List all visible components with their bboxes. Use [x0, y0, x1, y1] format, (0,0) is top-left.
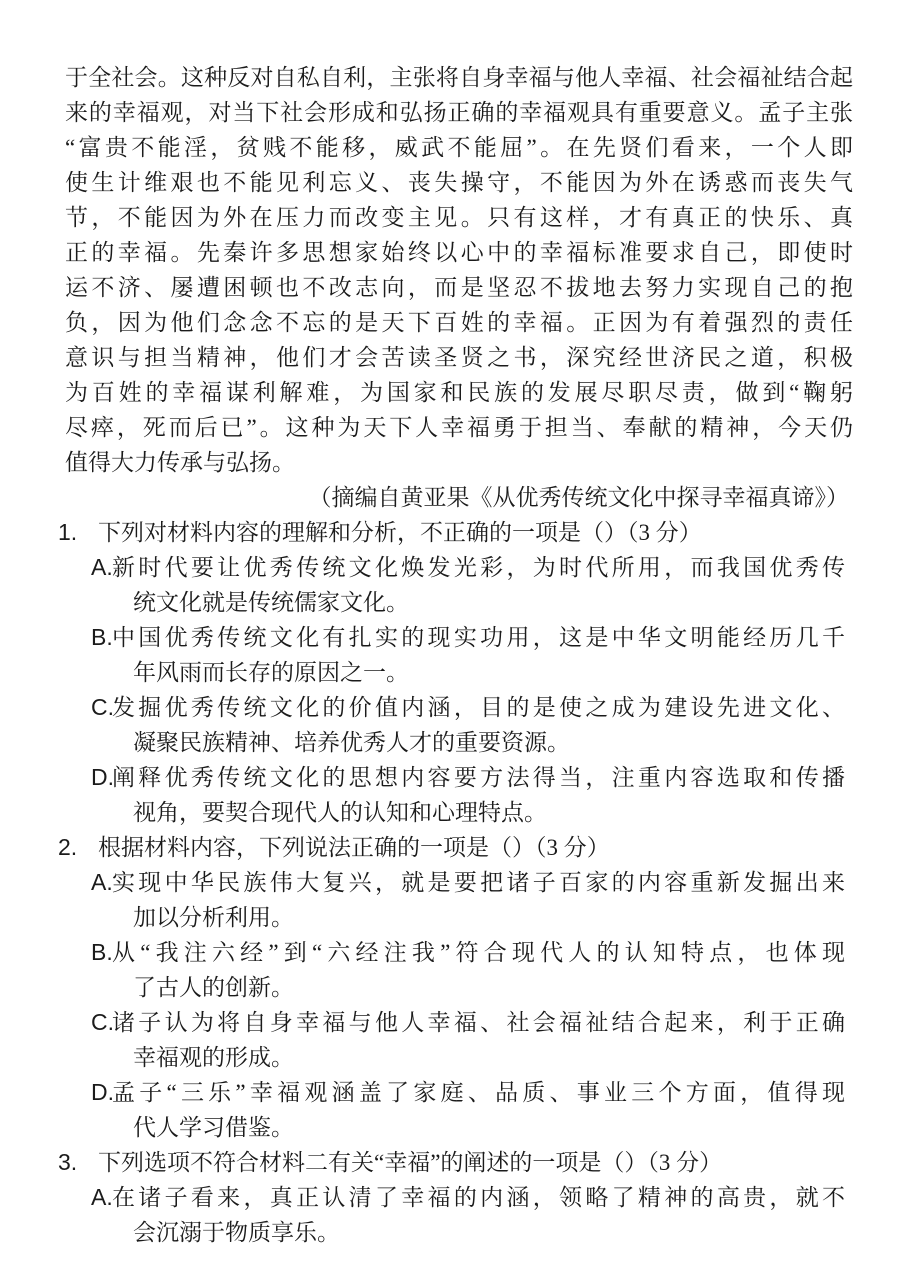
option-label: A. [91, 1184, 113, 1210]
option-text [112, 760, 845, 830]
answer-option [91, 550, 900, 620]
answer-option [91, 690, 900, 760]
option-line: 会沉溺于物质享乐。 [133, 1220, 340, 1245]
option-line: 年风雨而长存的原因之一。 [133, 660, 409, 685]
option-text [112, 1180, 845, 1250]
question-number: 3. [58, 1149, 78, 1175]
option-label: D. [91, 1079, 114, 1105]
option-label: A. [91, 869, 113, 895]
option-line: 发掘优秀传统文化的价值内涵，目的是使之成为建设先进文化、 [112, 695, 845, 720]
question-block [58, 515, 900, 830]
question-number: 1. [58, 519, 78, 545]
question-stem: 下列对材料内容的理解和分析，不正确的一项是（）（3 分） [98, 520, 702, 545]
option-text [112, 690, 845, 760]
options-list [58, 1180, 900, 1250]
paragraph-line: 尽瘁，死而后已”。这种为天下人幸福勇于担当、奉献的精神，今天仍 [65, 415, 853, 440]
question-stem-row [58, 515, 900, 550]
option-line: 视角，要契合现代人的认知和心理特点。 [133, 800, 547, 825]
options-list [58, 550, 900, 830]
paragraph-line: 值得大力传承与弘扬。 [65, 450, 295, 475]
paragraph-line: 正的幸福。先秦许多思想家始终以心中的幸福标准要求自己，即使时 [65, 240, 853, 265]
answer-option [91, 1075, 900, 1145]
option-text [112, 1005, 845, 1075]
paragraph-line: 意识与担当精神，他们才会苦读圣贤之书，深究经世济民之道，积极 [65, 345, 853, 370]
paragraph-line: 节，不能因为外在压力而改变主见。只有这样，才有真正的快乐、真 [65, 205, 853, 230]
option-line: 代人学习借鉴。 [133, 1115, 294, 1140]
question-block [58, 830, 900, 1145]
option-line: 孟子“三乐”幸福观涵盖了家庭、品质、事业三个方面，值得现 [112, 1080, 845, 1105]
paragraph-line: “富贵不能淫，贫贱不能移，威武不能屈”。在先贤们看来，一个人即 [65, 135, 853, 160]
option-line: 幸福观的形成。 [133, 1045, 294, 1070]
paragraph-line: 来的幸福观，对当下社会形成和弘扬正确的幸福观具有重要意义。孟子主张 [65, 100, 853, 125]
answer-option [91, 1180, 900, 1250]
attribution-line: （摘编自黄亚果《从优秀传统文化中探寻幸福真谛》） [308, 485, 849, 510]
option-text [112, 935, 845, 1005]
paragraph-line: 为百姓的幸福谋利解难，为国家和民族的发展尽职尽责，做到“鞠躬 [65, 380, 853, 405]
options-list [58, 865, 900, 1145]
question-stem-row [58, 830, 900, 865]
option-text [112, 550, 845, 620]
option-line: 统文化就是传统儒家文化。 [133, 590, 409, 615]
option-line: 在诸子看来，真正认清了幸福的内涵，领略了精神的高贵，就不 [112, 1185, 845, 1210]
question-stem: 下列选项不符合材料二有关“幸福”的阐述的一项是（）（3 分） [98, 1150, 723, 1175]
option-line: 实现中华民族伟大复兴，就是要把诸子百家的内容重新发掘出来 [112, 870, 845, 895]
option-line: 了古人的创新。 [133, 975, 294, 1000]
paragraph-line: 于全社会。这种反对自私自利，主张将自身幸福与他人幸福、社会福祉结合起 [65, 65, 853, 90]
paragraph-line: 运不济、屡遭困顿也不改志向，而是坚忍不拔地去努力实现自己的抱 [65, 275, 853, 300]
answer-option [91, 620, 900, 690]
option-line: 诸子认为将自身幸福与他人幸福、社会福祉结合起来，利于正确 [112, 1010, 845, 1035]
option-label: B. [91, 939, 113, 965]
answer-option [91, 865, 900, 935]
option-label: D. [91, 764, 114, 790]
option-line: 凝聚民族精神、培养优秀人才的重要资源。 [133, 730, 570, 755]
question-stem: 根据材料内容，下列说法正确的一项是（）（3 分） [98, 835, 610, 860]
option-label: C. [91, 1009, 114, 1035]
option-label: B. [91, 624, 113, 650]
option-line: 从“我注六经”到“六经注我”符合现代人的认知特点，也体现 [112, 940, 845, 965]
option-line: 加以分析利用。 [133, 905, 294, 930]
question-block [58, 1145, 900, 1250]
option-label: C. [91, 694, 114, 720]
body-paragraph [58, 60, 900, 480]
answer-option [91, 760, 900, 830]
answer-option [91, 935, 900, 1005]
question-number: 2. [58, 834, 78, 860]
option-line: 新时代要让优秀传统文化焕发光彩，为时代所用，而我国优秀传 [112, 555, 845, 580]
option-line: 中国优秀传统文化有扎实的现实功用，这是中华文明能经历几千 [112, 625, 845, 650]
option-line: 阐释优秀传统文化的思想内容要方法得当，注重内容选取和传播 [112, 765, 845, 790]
option-label: A. [91, 554, 113, 580]
question-stem-row [58, 1145, 900, 1180]
option-text [112, 620, 845, 690]
paragraph-line: 负，因为他们念念不忘的是天下百姓的幸福。正因为有着强烈的责任 [65, 310, 853, 335]
questions-section [58, 515, 900, 1250]
option-text [112, 865, 845, 935]
paragraph-line: 使生计维艰也不能见利忘义、丧失操守，不能因为外在诱惑而丧失气 [65, 170, 853, 195]
answer-option [91, 1005, 900, 1075]
option-text [112, 1075, 845, 1145]
